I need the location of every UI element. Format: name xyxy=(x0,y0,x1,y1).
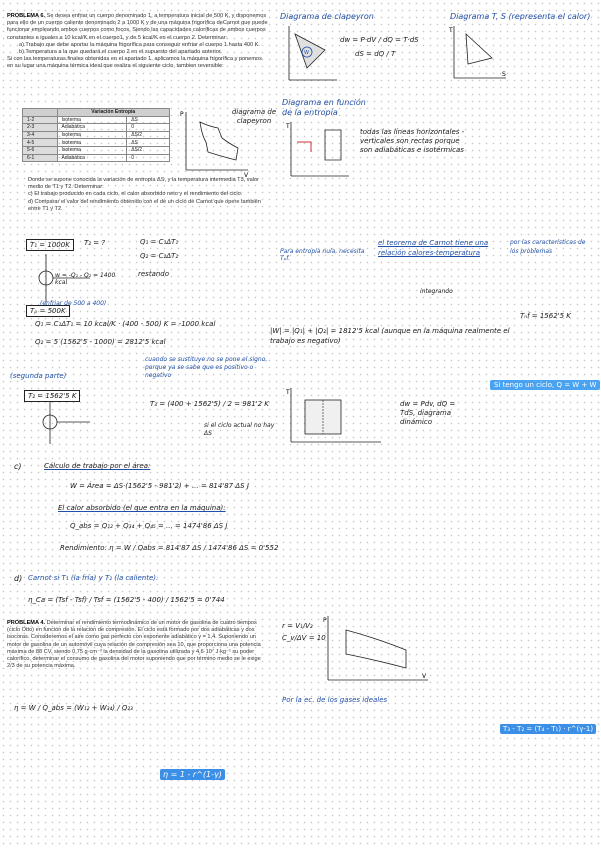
svg-text:S: S xyxy=(502,71,506,78)
c-label: c) xyxy=(14,462,22,471)
problem6-title: PROBLEMA 6. xyxy=(7,13,46,19)
ds-equation: dS = dQ / T xyxy=(355,50,396,58)
table-cell: Isoterma xyxy=(57,116,127,124)
isotermas-note: todas las líneas horizontales - verticales son rectas porque son adiabáticas e isotérmicas xyxy=(360,128,465,154)
integrando-label: integrando xyxy=(420,288,453,295)
qabs-equation: Q_abs = Q₁₂ + Q₃₄ + Q₄₅ = ... = 1474'86 ΔS J xyxy=(70,522,228,530)
table-row xyxy=(23,139,170,147)
por-ley-gases: Por la ec. de los gases ideales xyxy=(282,696,388,704)
otto-diagram xyxy=(322,614,432,684)
table-cell: 1-2 xyxy=(23,116,58,124)
eta-final-text: η = 1 - r^(1-γ) xyxy=(160,769,225,780)
t3-equation: T₃ = (400 + 1562'5) / 2 = 981'2 K xyxy=(150,400,269,408)
eta-final xyxy=(160,770,225,779)
svg-text:V: V xyxy=(422,673,427,680)
table-cell: Isoterma xyxy=(57,146,127,154)
d-label: d) xyxy=(14,574,23,583)
problem4-statement xyxy=(7,620,269,670)
tf-box: Tₚ = 500K xyxy=(26,305,70,317)
table-cell: 4-5 xyxy=(23,139,58,147)
table-row xyxy=(23,131,170,139)
problem6-item-d: d) Comparar el valor del rendimiento obtenido con el de un ciclo de Carnot que opere también entre T1 y T2. xyxy=(28,198,261,212)
q2-calc: Q₂ = 5 (1562'5 - 1000) = 2812'5 kcal xyxy=(35,338,166,346)
entropy-diagram xyxy=(285,120,353,180)
table-row xyxy=(23,154,170,162)
svg-text:T: T xyxy=(449,27,453,34)
k-label: C_v/ΔV = 10 xyxy=(282,634,326,642)
table-cell: 0 xyxy=(127,124,170,132)
area-equation: W = Área = ΔS·(1562'5 - 981'2) + ... = 814'87 ΔS J xyxy=(70,482,249,490)
caracteristicas-note: por las características de los problemas xyxy=(510,239,586,255)
q1-calc: Q₁ = C₁ΔT₁ = 10 kcal/K · (400 - 500) K = -1000 kcal xyxy=(35,320,216,328)
table-cell: ΔS xyxy=(127,116,170,124)
svg-text:P: P xyxy=(323,617,327,624)
t2-box: T₂ = 1562'5 K xyxy=(24,390,80,402)
deltaq-2: Q₂ = C₂ΔT₂ xyxy=(140,252,179,260)
problem6-text: Se desea enfriar un cuerpo denominado 1, a temperatura inicial de 500 K, y disponemos para ello de un cuerpo caliente denominado 2 a 1000 K y de una máquina frigorífica deCarnot que puede funcionar empleando ambos cuerpos como focos. Siendo las capacidades caloríficas de ambos cuerpos constantes e iguales a 10 kcal/K en el cuerpo1, y de 5 kcal/K en el cuerpo 2. Determinar: xyxy=(7,13,268,41)
w-neg-label: w = -Q₁ - Q₂ = 1400 kcal xyxy=(55,272,116,286)
table-cell: Isoterma xyxy=(57,131,127,139)
cycle-ts-diagram xyxy=(285,386,385,446)
diag-clapeyron-title: Diagrama de clapeyron xyxy=(280,12,374,21)
problem6-item-c: c) El trabajo producido en cada ciclo, el calor absorbido neto y el rendimiento del ciclo. xyxy=(28,191,243,198)
calculo-trabajo: Cálculo de trabajo por el área: xyxy=(44,462,151,470)
table-cell: 2-3 xyxy=(23,124,58,132)
dw-pdv-note: dw = Pdv, dQ = TdS, diagrama dinámico xyxy=(400,400,456,426)
entropia-ideal-note: Para entropía nula, necesita Tₚf. xyxy=(280,248,365,262)
problem6-statement-2 xyxy=(28,177,268,213)
calor-label: si el ciclo actual no hay ΔS xyxy=(204,422,275,437)
diag-ts-title: Diagrama T, S (representa el calor) xyxy=(450,12,591,21)
carnot-theorem-note: el teorema de Carnot tiene una relación calores-temperatura xyxy=(378,239,489,257)
svg-text:T: T xyxy=(286,123,290,130)
tc-box: T₁ = 1000K xyxy=(26,239,74,251)
w-result: |W| = |Q₁| + |Q₂| = 1812'5 kcal (aunque en la máquina realmente el trabajo es negativo) xyxy=(270,327,510,345)
table-cell: 3-4 xyxy=(23,131,58,139)
table-cell: 0 xyxy=(127,154,170,162)
diag-entropia-title: Diagrama en función de la entropía xyxy=(282,98,366,117)
eta-carnot: η_Ca = (Tsf - Tsf) / Tsf = (1562'5 - 400) / 1562'5 = 0'744 xyxy=(28,596,225,604)
problem4-title: PROBLEMA 4. xyxy=(7,620,46,626)
table-cell: ΔS/2 xyxy=(127,146,170,154)
si-tengo-ciclo: Si tengo un ciclo, Q = W + W xyxy=(490,380,600,390)
rel-compresion: r = V₁/V₂ xyxy=(282,622,313,630)
table-header-entropy: Variación Entropía xyxy=(57,109,169,117)
table-row xyxy=(23,146,170,154)
problem4-text: Determinar el rendimiento termodinámico de un motor de gasolina de cuatro tiempos (ciclo Otto) en función de la relación de compresión. El ciclo está formado por dos adiabáticas y dos isocoras. Consideremos el aire como gas perfecto con exponente adiabático γ = 1,4. Suponiendo un motor de gasolina de un automóvil cuya relación de compresión sea 10, que proporciona una potencia máxima de 88 CV, siendo 0,75 g·cm⁻³ la densidad de la gasolina utilizada y 4,6·10⁷ J·kg⁻¹ su poder calorífico, determinar el consumo de gasolina del motor suponiendo que por término medio se le exige 2/3 de su potencia máxima. xyxy=(7,620,261,670)
entropy-table xyxy=(22,108,170,162)
clapeyron-diagram xyxy=(285,24,340,84)
problem6-text3: Donde se supone conocida la variación de entropía ΔS, y la temperatura intermedia T3, valor medio de T1 y T2. Determinar: xyxy=(28,177,259,191)
dw-equation: dw = P·dV / dQ = T·dS xyxy=(340,36,419,44)
problem6-item-b: b) Temperatura a la que quedará el cuerpo 2 en el supuesto del apartado anterior. xyxy=(19,49,222,56)
calor-absorbido: El calor absorbido (el que entra en la máquina): xyxy=(58,504,226,512)
tf-result: Tₙf = 1562'5 K xyxy=(520,312,571,320)
restando-label: restando xyxy=(138,270,170,278)
d-text: Carnot si T₁ (la fría) y T₂ (la caliente). xyxy=(28,574,159,582)
table-cell: 5-6 xyxy=(23,146,58,154)
table-cell: 6-1 xyxy=(23,154,58,162)
svg-text:T: T xyxy=(286,389,290,396)
ts-diagram xyxy=(448,24,508,82)
table-cell: ΔS xyxy=(127,139,170,147)
svg-text:V: V xyxy=(244,172,249,179)
svg-text:W: W xyxy=(304,50,309,56)
table-row xyxy=(23,116,170,124)
table-cell: Adiabática xyxy=(57,124,127,132)
final-boxed: T₃ - T₂ = (T₄ - T₁) · r^(γ-1) xyxy=(500,724,596,734)
engine-sketch-b xyxy=(30,398,120,450)
problem6-statement xyxy=(7,13,269,71)
table-cell: Isoterma xyxy=(57,139,127,147)
table-cell: Adiabática xyxy=(57,154,127,162)
tp-label: T₂ = ? xyxy=(84,239,106,247)
problem6-item-a: a) Trabajo que debe aportar la máquina frigorífica para conseguir enfriar el cuerpo 1 hasta 400 K. xyxy=(19,41,260,48)
table-row xyxy=(23,124,170,132)
svg-text:P: P xyxy=(180,111,184,118)
cuando-note: cuando se sustituye no se pone el signo, porque ya se sabe que es positivo o negativo xyxy=(145,356,268,379)
eta-otto: η = W / Q_abs = (W₁₂ + W₃₄) / Q₂₃ xyxy=(14,704,133,712)
deltaq-1: Q₁ = C₁ΔT₁ xyxy=(140,238,179,246)
table-header-cycle xyxy=(23,109,58,117)
segunda-parte-label: (segunda parte) xyxy=(10,372,67,380)
clapeyron-small-label: diagrama de clapeyron xyxy=(231,108,277,125)
problem6-text2: Si con las temperaturas finales obtenidas en el apartado 1, aplicamos la máquina frigorífica y ponemos en su lugar una máquina térmica ideal que realiza el siguiente ciclo, tambien reversible: xyxy=(7,56,262,70)
rendimiento-eq: Rendimiento: η = W / Qabs = 814'87 ΔS / 1474'86 ΔS = 0'552 xyxy=(60,544,279,552)
enfriar-note: (enfriar de 500 a 400) xyxy=(40,300,107,307)
table-cell: ΔS/2 xyxy=(127,131,170,139)
